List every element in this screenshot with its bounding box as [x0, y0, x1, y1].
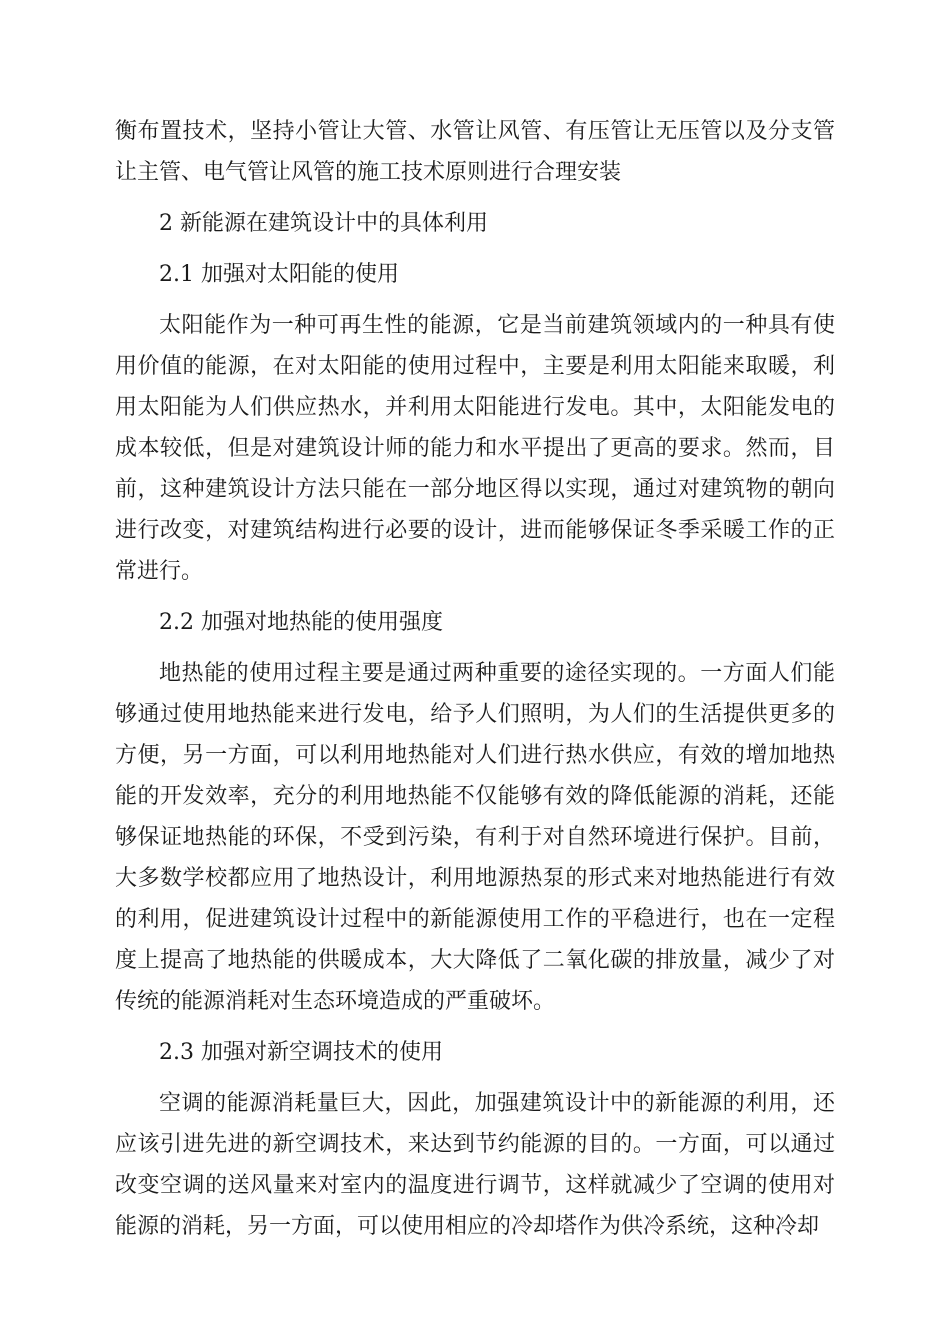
intro-paragraph: 衡布置技术，坚持小管让大管、水管让风管、有压管让无压管以及分支管让主管、电气管让风管的施工技术原则进行合理安装: [115, 119, 835, 185]
document-body: [115, 111, 835, 1257]
section-2-1-heading: 2.1 加强对太阳能的使用: [159, 262, 399, 287]
section-2-3-heading: 2.3 加强对新空调技术的使用: [159, 1040, 443, 1065]
section-2-3-paragraph: 空调的能源消耗量巨大，因此，加强建筑设计中的新能源的利用，还应该引进先进的新空调技术，来达到节约能源的目的。一方面，可以通过改变空调的送风量来对室内的温度进行调节，这样就减少了空调的使用对能源的消耗，另一方面，可以使用相应的冷却塔作为供冷系统，这种冷却: [115, 1091, 835, 1239]
section-2-2-heading: 2.2 加强对地热能的使用强度: [159, 610, 443, 635]
section-2-heading: 2 新能源在建筑设计中的具体利用: [159, 211, 488, 236]
section-2-2-paragraph: 地热能的使用过程主要是通过两种重要的途径实现的。一方面人们能够通过使用地热能来进行发电，给予人们照明，为人们的生活提供更多的方便，另一方面，可以利用地热能对人们进行热水供应，有效的增加地热能的开发效率，充分的利用地热能不仅能够有效的降低能源的消耗，还能够保证地热能的环保，不受到污染，有利于对自然环境进行保护。目前，大多数学校都应用了地热设计，利用地源热泵的形式来对地热能进行有效的利用，促进建筑设计过程中的新能源使用工作的平稳进行，也在一定程度上提高了地热能的供暖成本，大大降低了二氧化碳的排放量，减少了对传统的能源消耗对生态环境造成的严重破坏。: [115, 661, 835, 1014]
section-2-1-paragraph: 太阳能作为一种可再生性的能源，它是当前建筑领域内的一种具有使用价值的能源，在对太阳能的使用过程中，主要是利用太阳能来取暖，利用太阳能为人们供应热水，并利用太阳能进行发电。其中，太阳能发电的成本较低，但是对建筑设计师的能力和水平提出了更高的要求。然而，目前，这种建筑设计方法只能在一部分地区得以实现，通过对建筑物的朝向进行改变，对建筑结构进行必要的设计，进而能够保证冬季采暖工作的正常进行。: [115, 313, 835, 584]
